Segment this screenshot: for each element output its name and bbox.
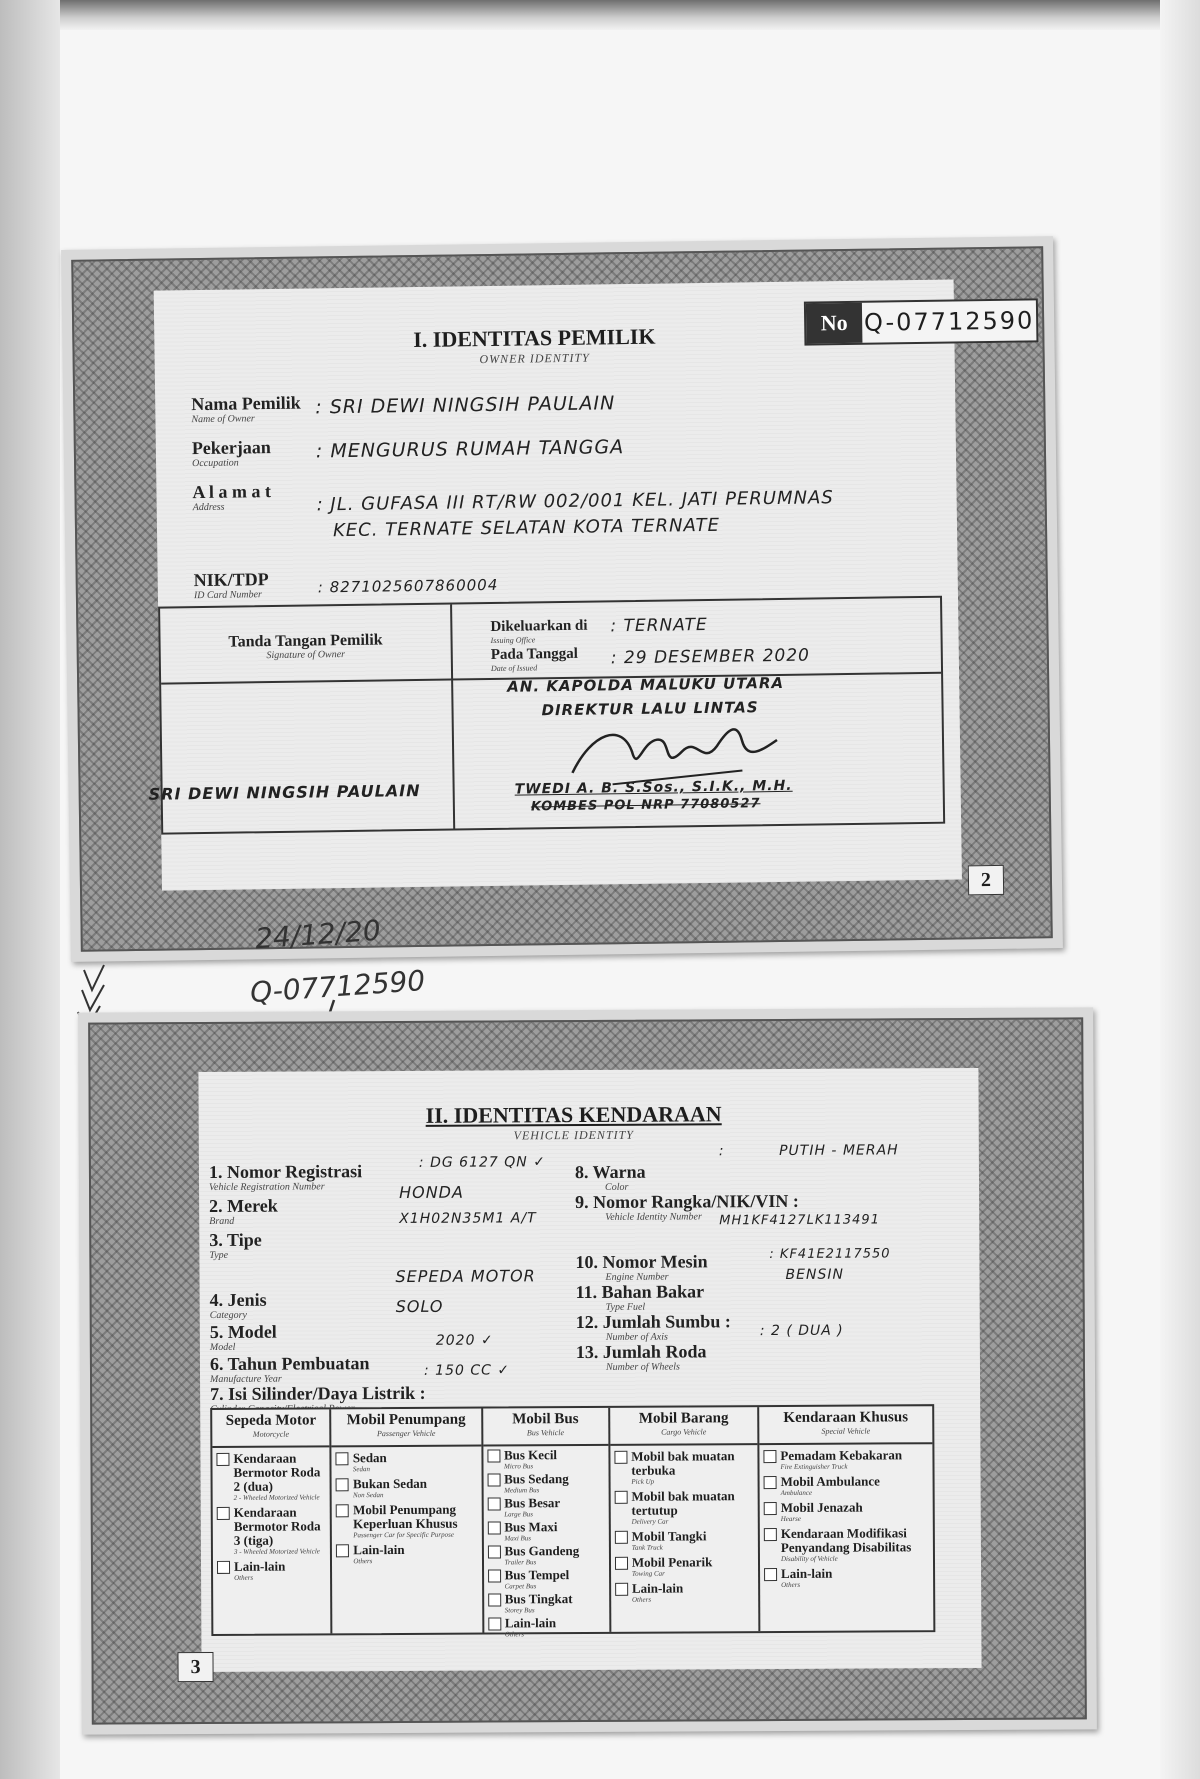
vehicle-field-category [210, 1290, 267, 1321]
field-label: 7. Isi Silinder/Daya Listrik : [210, 1382, 426, 1404]
checkbox[interactable] [487, 1449, 500, 1462]
field-label: NIK/TDP [193, 569, 269, 591]
checkbox[interactable] [336, 1544, 349, 1557]
checkbox[interactable] [615, 1583, 628, 1596]
vehicle-category-table [210, 1404, 935, 1639]
page-number-2: 2 [968, 865, 1004, 895]
field-sublabel: Type [209, 1249, 229, 1261]
document-number-box [804, 298, 1039, 345]
owner-section-title: I. IDENTITAS PEMILIK [413, 323, 656, 353]
scan-right-shadow [1160, 0, 1200, 1779]
category-option[interactable]: Kendaraan Modifikasi Penyandang Disabilitas Disability of Vehicle [764, 1526, 929, 1563]
category-header: Mobil Penumpang Passenger Vehicle [332, 1409, 481, 1448]
field-label: Nama Pemilik [191, 392, 301, 415]
document-number-value: Q-07712590 [863, 306, 1035, 337]
field-sublabel: Brand [209, 1215, 235, 1227]
vehicle-section-heading [349, 1101, 799, 1144]
category-column-special [759, 1406, 933, 1631]
checkbox[interactable] [615, 1531, 628, 1544]
field-sublabel: ID Card Number [193, 589, 262, 602]
checkbox[interactable] [217, 1507, 230, 1520]
field-sublabel: Color [605, 1181, 629, 1193]
handwritten-date-note: 24/12/20 [254, 913, 382, 956]
category-header: Mobil Bus Bus Vehicle [483, 1408, 608, 1447]
checkbox[interactable] [614, 1451, 627, 1464]
nik-value: : 8271025607860004 [317, 575, 499, 597]
field-sublabel: Number of Axis [605, 1331, 668, 1343]
owner-identity-page [61, 236, 1063, 962]
field-label: 3. Tipe [209, 1229, 262, 1250]
category-option[interactable]: Mobil Ambulance Ambulance [764, 1474, 929, 1497]
issued-date-field [491, 645, 579, 674]
official-name: TWEDI A. B. S.Sos., S.I.K., M.H. [514, 777, 793, 798]
vin-value: MH1KF4127LK113491 [719, 1212, 881, 1229]
vehicle-field-fuel [576, 1281, 705, 1313]
category-option[interactable]: Bus Maxi Maxi Bus [487, 1520, 604, 1543]
table-divider [450, 605, 455, 829]
fuel-value: BENSIN [785, 1266, 844, 1283]
category-option[interactable]: Sedan Sedan [336, 1451, 477, 1474]
checkbox[interactable] [763, 1450, 776, 1463]
checkbox[interactable] [336, 1452, 349, 1465]
field-sublabel: Model [209, 1341, 236, 1353]
field-occupation [192, 437, 271, 469]
field-sublabel: Address [192, 501, 225, 514]
official-rank: KOMBES POL NRP 77080527 [530, 796, 761, 815]
owner-name-value: : SRI DEWI NINGSIH PAULAIN [315, 392, 616, 419]
category-option[interactable]: Bus Tingkat Storey Bus [488, 1592, 605, 1615]
category-option[interactable]: Mobil Penarik Towing Car [615, 1555, 754, 1578]
category-option[interactable]: Lain-lain Others [488, 1616, 605, 1639]
checkbox[interactable] [764, 1568, 777, 1581]
vehicle-field-engine [575, 1251, 707, 1283]
address-line-2: KEC. TERNATE SELATAN KOTA TERNATE [332, 514, 721, 542]
field-label: 12. Jumlah Sumbu : [575, 1311, 731, 1333]
category-option[interactable]: Mobil Tangki Tank Truck [615, 1529, 754, 1552]
owner-identity-panel [148, 280, 1035, 891]
page-number-3: 3 [177, 1652, 213, 1682]
checkbox[interactable] [614, 1491, 627, 1504]
field-owner-name [191, 393, 301, 426]
checkbox[interactable] [764, 1476, 777, 1489]
checkbox[interactable] [217, 1561, 230, 1574]
vehicle-field-model [210, 1322, 277, 1353]
category-column-passenger [332, 1409, 484, 1634]
issued-date-sublabel: Date of Issued [490, 663, 538, 673]
checkbox[interactable] [764, 1528, 777, 1541]
official-line-1: AN. KAPOLDA MALUKU UTARA [507, 673, 785, 696]
checkbox[interactable] [488, 1593, 501, 1606]
field-label: 4. Jenis [209, 1289, 267, 1310]
color-value: : PUTIH - MERAH [718, 1142, 899, 1160]
checkbox[interactable] [487, 1521, 500, 1534]
owner-signature-label: Tanda Tangan Pemilik [228, 631, 383, 651]
issued-at-sublabel: Issuing Office [490, 635, 536, 646]
field-nik [194, 569, 269, 601]
vehicle-field-type [209, 1230, 262, 1261]
owner-signature-sublabel: Signature of Owner [266, 649, 346, 662]
field-label: Pekerjaan [191, 437, 271, 459]
checkbox[interactable] [488, 1569, 501, 1582]
field-sublabel: Name of Owner [191, 413, 255, 426]
category-option[interactable]: Bus Besar Large Bus [487, 1496, 604, 1519]
field-sublabel: Manufacture Year [210, 1373, 282, 1385]
issued-date-value: : 29 DESEMBER 2020 [610, 645, 811, 669]
occupation-value: : MENGURUS RUMAH TANGGA [315, 436, 625, 463]
signature-table [148, 596, 945, 835]
category-column-motorcycle [212, 1409, 333, 1634]
issued-date-label: Pada Tanggal [490, 645, 579, 663]
registration-value: : DG 6127 QN ✓ [418, 1154, 546, 1171]
vehicle-identity-page [78, 1007, 1097, 1734]
field-label: 6. Tahun Pembuatan [209, 1353, 370, 1374]
category-value: SEPEDA MOTOR [395, 1266, 536, 1287]
field-label: 9. Nomor Rangka/NIK/VIN : [575, 1190, 799, 1213]
category-option[interactable]: Mobil bak muatan terbuka Pick Up [614, 1449, 753, 1486]
checkbox[interactable] [336, 1504, 349, 1517]
official-line-2: DIREKTUR LALU LINTAS [541, 698, 759, 720]
category-option[interactable]: Lain-lain Others [764, 1566, 929, 1589]
vehicle-field-year [210, 1353, 370, 1385]
field-sublabel: Occupation [191, 457, 239, 470]
category-header: Sepeda Motor Motorcycle [212, 1409, 330, 1448]
category-option[interactable]: Pemadam Kebakaran Fire Extinguisher Truck [763, 1448, 928, 1471]
issued-at-value: : TERNATE [610, 614, 708, 637]
category-option[interactable]: Bus Gandeng Trailer Bus [487, 1544, 604, 1567]
category-option[interactable]: Mobil Jenazah Hearse [764, 1500, 929, 1523]
field-sublabel: Number of Wheels [605, 1361, 680, 1373]
table-divider [161, 679, 451, 685]
field-label: 1. Nomor Registrasi [208, 1161, 363, 1182]
vehicle-field-wheels [576, 1341, 707, 1373]
vehicle-section-subtitle: VEHICLE IDENTITY [513, 1127, 634, 1143]
checkbox[interactable] [488, 1617, 501, 1630]
field-label: 11. Bahan Bakar [575, 1281, 705, 1303]
year-value: 2020 ✓ [435, 1332, 494, 1349]
checkbox[interactable] [487, 1497, 500, 1510]
checkbox[interactable] [487, 1473, 500, 1486]
scan-top-shadow [0, 0, 1200, 30]
handwritten-number-note: Q-07712590 [249, 963, 427, 1010]
category-header: Kendaraan Khusus Special Vehicle [759, 1406, 932, 1445]
field-label: 10. Nomor Mesin [575, 1251, 708, 1273]
field-sublabel: Type Fuel [605, 1301, 646, 1313]
field-label: A l a m a t [192, 481, 272, 503]
field-label: 5. Model [209, 1321, 277, 1342]
vehicle-field-axis [576, 1311, 731, 1343]
owner-section-heading [334, 323, 735, 370]
model-value: SOLO [395, 1296, 444, 1317]
vehicle-field-registration [209, 1161, 362, 1193]
field-sublabel: Vehicle Identity Number [605, 1211, 702, 1223]
issued-at-label: Dikeluarkan di [490, 617, 588, 636]
vehicle-section-title: II. IDENTITAS KENDARAAN [425, 1101, 722, 1128]
vehicle-field-brand [209, 1196, 278, 1227]
cylinder-value: : 150 CC ✓ [423, 1362, 511, 1379]
document-number-label: No [806, 303, 863, 344]
field-sublabel: Vehicle Registration Number [209, 1181, 325, 1193]
checkbox[interactable] [336, 1478, 349, 1491]
field-address [192, 481, 271, 513]
field-sublabel: Engine Number [605, 1271, 669, 1283]
field-label: 8. Warna [574, 1161, 646, 1183]
category-option[interactable]: Bukan Sedan Non Sedan [336, 1477, 477, 1500]
address-line-1: : JL. GUFASA III RT/RW 002/001 KEL. JATI PERUMNAS [316, 487, 834, 516]
checkbox[interactable] [487, 1545, 500, 1558]
category-option[interactable]: Bus Kecil Micro Bus [487, 1448, 604, 1471]
type-value: X1H02N35M1 A/T [399, 1210, 537, 1227]
category-column-cargo [610, 1407, 760, 1632]
category-option[interactable]: Mobil bak muatan tertutup Delivery Car [614, 1489, 753, 1526]
vehicle-identity-panel [198, 1068, 981, 1672]
category-option[interactable]: Lain-lain Others [336, 1543, 477, 1566]
scan-left-shadow [0, 0, 60, 1779]
vehicle-field-color [575, 1162, 646, 1193]
wheels-value: : 2 ( DUA ) [759, 1322, 844, 1340]
checkbox[interactable] [615, 1557, 628, 1570]
owner-signature-name: SRI DEWI NINGSIH PAULAIN [148, 780, 421, 804]
category-option[interactable]: Bus Tempel Carpet Bus [488, 1568, 605, 1591]
category-header: Mobil Barang Cargo Vehicle [610, 1407, 757, 1446]
field-label: 2. Merek [209, 1195, 278, 1216]
field-sublabel: Category [209, 1309, 247, 1321]
checkbox[interactable] [764, 1502, 777, 1515]
category-column-bus [483, 1408, 611, 1639]
category-option[interactable]: Bus Sedang Medium Bus [487, 1472, 604, 1495]
checkbox[interactable] [216, 1453, 229, 1466]
brand-value: HONDA [399, 1182, 464, 1202]
owner-signature-heading [160, 631, 450, 663]
category-option[interactable]: Lain-lain Others [615, 1581, 754, 1604]
category-option[interactable]: Lain-lain Others [217, 1559, 326, 1582]
category-option[interactable]: Kendaraan Bermotor Roda 3 (tiga) 3 - Wheeled Motorized Vehicle [217, 1505, 327, 1556]
category-option[interactable]: Mobil Penumpang Keperluan Khusus Passenger Car for Specific Purpose [336, 1503, 477, 1540]
category-option[interactable]: Kendaraan Bermotor Roda 2 (dua) 2 - Wheeled Motorized Vehicle [216, 1451, 326, 1502]
engine-value: : KF41E2117550 [769, 1246, 891, 1263]
issued-at-field [490, 617, 588, 646]
field-label: 13. Jumlah Roda [575, 1341, 707, 1363]
owner-section-subtitle: OWNER IDENTITY [479, 350, 590, 367]
